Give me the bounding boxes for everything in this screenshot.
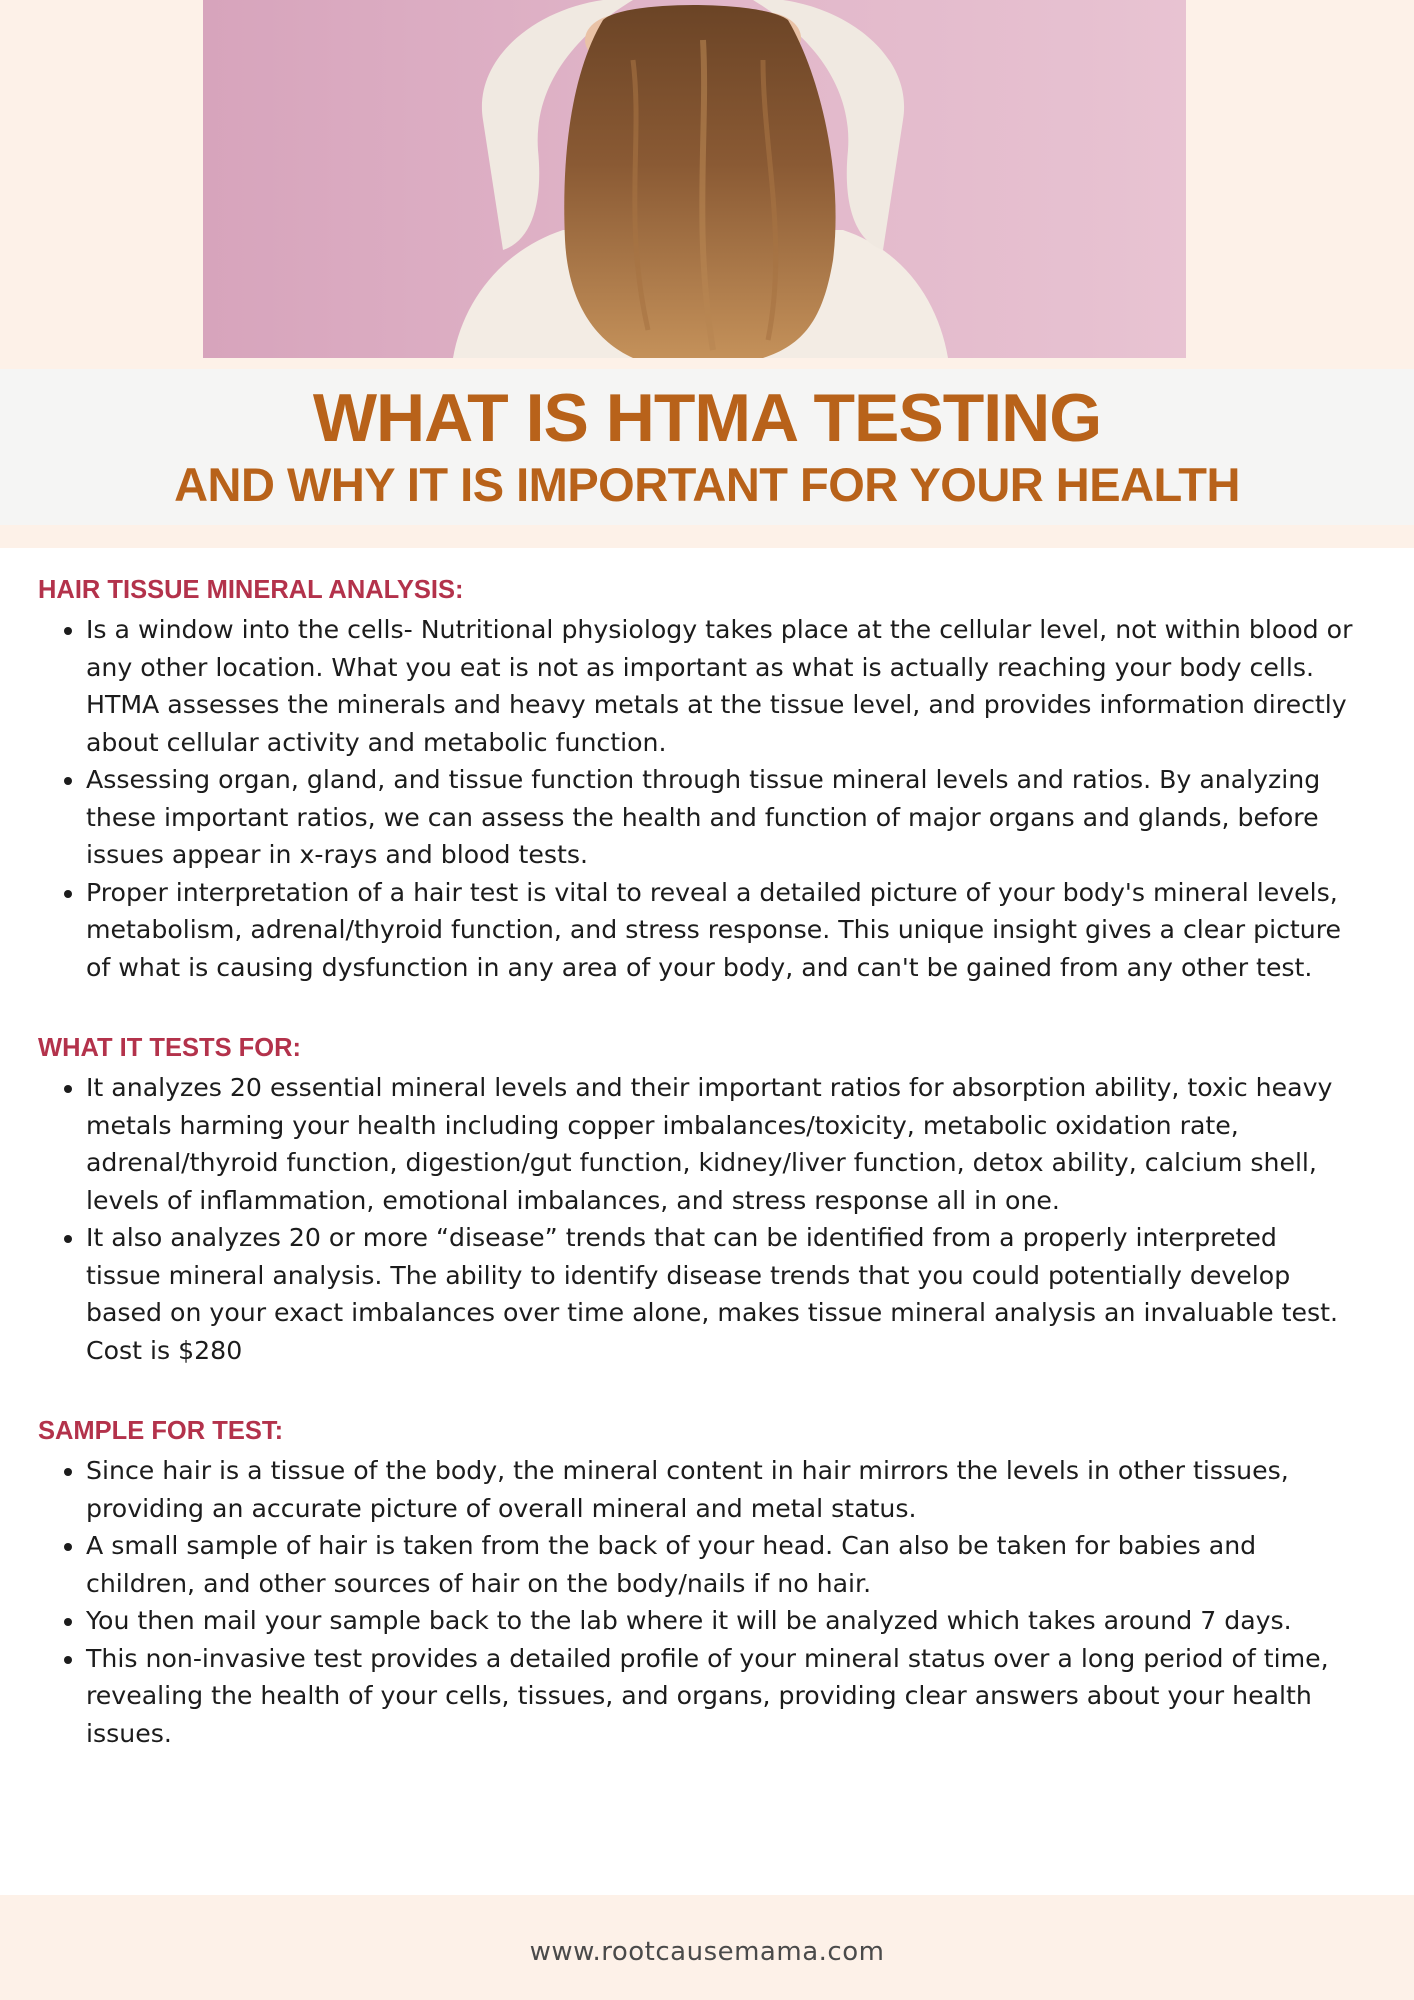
- bullet-list: [38, 611, 1358, 986]
- list-item: • Proper interpretation of a hair test is vital to reveal a detailed picture of your body's mineral levels, metabolism, adrenal/thyroid function, and stress response. This unique insight gives a clear picture of what is causing dysfunction in any area of your body, and can't be gained from any other test.: [86, 874, 1358, 987]
- woman-hair-illustration: [203, 0, 1186, 358]
- website-link[interactable]: www.rootcausemama.com: [529, 1937, 885, 1967]
- section-sample-for-test: [38, 1413, 1358, 1752]
- section-heading: SAMPLE FOR TEST:: [38, 1417, 284, 1445]
- list-item: • Assessing organ, gland, and tissue function through tissue mineral levels and ratios. By analyzing these important ratios, we can assess the health and function of major organs and glands, before issues appear in x-rays and blood tests.: [86, 761, 1358, 874]
- list-item: • It analyzes 20 essential mineral levels and their important ratios for absorption ability, toxic heavy metals harming your health including copper imbalances/toxicity, metabolic oxidation rate, adrenal/thyroid function, digestion/gut function, kidney/liver function, detox ability, calcium shell, levels of inflammation, emotional imbalances, and stress response all in one.: [86, 1069, 1358, 1219]
- list-item: • It also analyzes 20 or more “disease” trends that can be identified from a properly interpreted tissue mineral analysis. The ability to identify disease trends that you could potentially develop based on your exact imbalances over time alone, makes tissue mineral analysis an invaluable test. Cost is $280: [86, 1219, 1358, 1369]
- bullet-list: [38, 1452, 1358, 1752]
- page-subtitle: AND WHY IT IS IMPORTANT FOR YOUR HEALTH: [174, 458, 1240, 511]
- section-heading: WHAT IT TESTS FOR:: [38, 1034, 301, 1062]
- list-item: • Since hair is a tissue of the body, the mineral content in hair mirrors the levels in other tissues, providing an accurate picture of overall mineral and metal status.: [86, 1452, 1358, 1527]
- section-hair-tissue-analysis: [38, 572, 1358, 986]
- list-item: • This non-invasive test provides a detailed profile of your mineral status over a long period of time, revealing the health of your cells, tissues, and organs, providing clear answers about your health issues.: [86, 1640, 1358, 1753]
- main-content: [38, 572, 1358, 1796]
- page-title: WHAT IS HTMA TESTING: [312, 380, 1102, 456]
- bullet-list: [38, 1069, 1358, 1369]
- list-item: • A small sample of hair is taken from the back of your head. Can also be taken for babies and children, and other sources of hair on the body/nails if no hair.: [86, 1527, 1358, 1602]
- list-item: • Is a window into the cells- Nutritional physiology takes place at the cellular level, not within blood or any other location. What you eat is not as important as what is actually reaching your body cells. HTMA assesses the minerals and heavy metals at the tissue level, and provides information directly about cellular activity and metabolic function.: [86, 611, 1358, 761]
- list-item: • You then mail your sample back to the lab where it will be analyzed which takes around 7 days.: [86, 1602, 1358, 1640]
- section-what-it-tests-for: [38, 1030, 1358, 1369]
- hero-photo: [203, 0, 1186, 358]
- section-heading: HAIR TISSUE MINERAL ANALYSIS:: [38, 576, 464, 604]
